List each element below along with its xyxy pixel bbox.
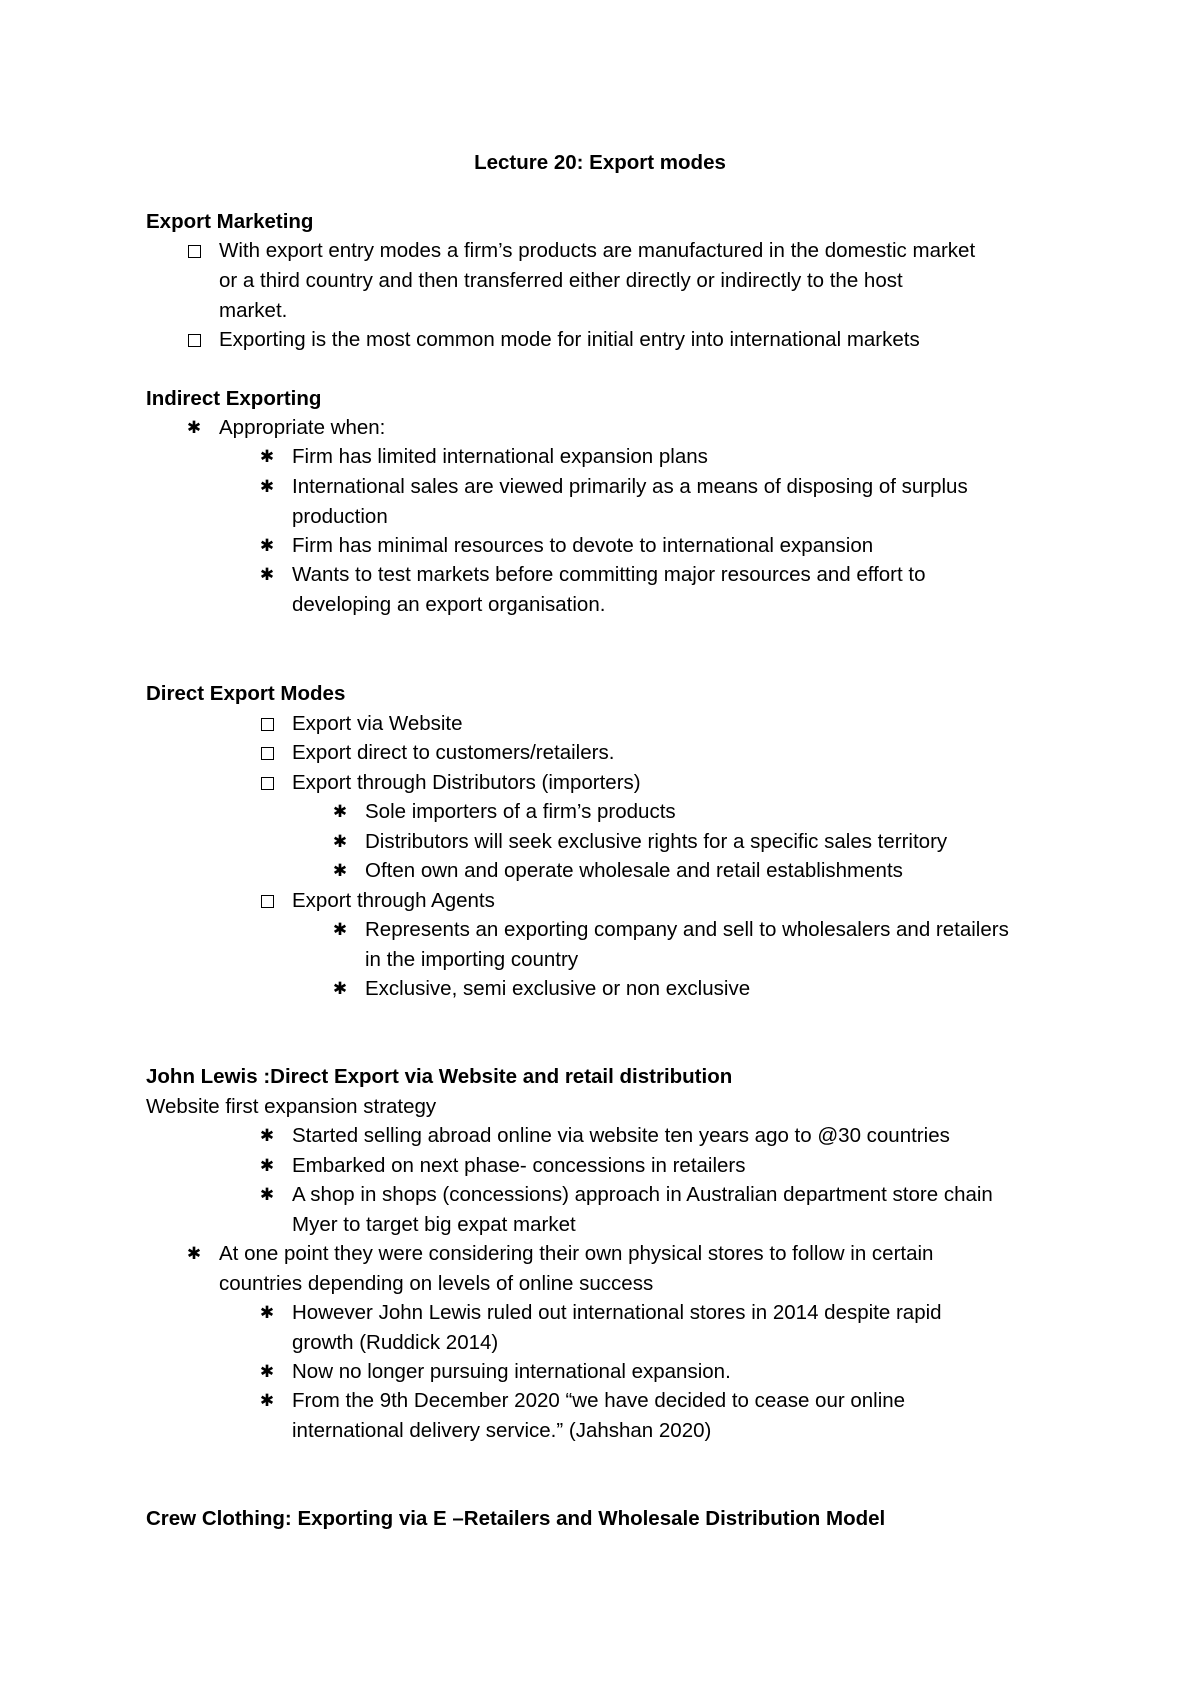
list-item: Export through Agents <box>292 886 1092 916</box>
heading-export-marketing: Export Marketing <box>146 210 314 233</box>
asterisk-icon: ✱ <box>186 1244 202 1264</box>
list-item: Export through Distributors (importers) <box>292 768 1092 798</box>
heading-direct-export-modes: Direct Export Modes <box>146 682 346 705</box>
list-item: With export entry modes a firm’s products are manufactured in the domestic market or a third country and then transferred either directly or indirectly to the host market. <box>219 236 1089 326</box>
asterisk-icon: ✱ <box>332 832 348 852</box>
asterisk-icon: ✱ <box>259 447 275 467</box>
asterisk-icon: ✱ <box>332 979 348 999</box>
asterisk-icon: ✱ <box>259 1391 275 1411</box>
list-item: ✱ Firm has minimal resources to devote to international expansion <box>292 531 1092 561</box>
checkbox-icon <box>184 236 204 267</box>
list-item: ✱ Now no longer pursuing international expansion. <box>292 1357 1092 1387</box>
subheading-website-first: Website first expansion strategy <box>146 1095 437 1118</box>
list-item: ✱ Wants to test markets before committing major resources and effort to developing an export organisation. <box>292 560 1092 620</box>
heading-indirect-exporting: Indirect Exporting <box>146 387 322 410</box>
list-item: Exporting is the most common mode for initial entry into international markets <box>219 325 1089 355</box>
list-item: ✱ From the 9th December 2020 “we have decided to cease our online international delivery service.” (Jahshan 2020) <box>292 1386 1092 1446</box>
list-item: ✱ International sales are viewed primarily as a means of disposing of surplus production <box>292 472 1092 532</box>
list-item: ✱ Represents an exporting company and sell to wholesalers and retailers in the importing country <box>365 915 1085 975</box>
checkbox-icon <box>257 709 277 740</box>
list-item: ✱ However John Lewis ruled out international stores in 2014 despite rapid growth (Ruddick 2014) <box>292 1298 1092 1358</box>
list-item: ✱ At one point they were considering their own physical stores to follow in certain countries depending on levels of online success <box>219 1239 1089 1299</box>
checkbox-icon <box>257 738 277 769</box>
asterisk-icon: ✱ <box>259 1126 275 1146</box>
heading-john-lewis: John Lewis :Direct Export via Website and retail distribution <box>146 1065 733 1088</box>
asterisk-icon: ✱ <box>332 861 348 881</box>
asterisk-icon: ✱ <box>259 1303 275 1323</box>
list-item: ✱ Embarked on next phase- concessions in retailers <box>292 1151 1092 1181</box>
asterisk-icon: ✱ <box>259 536 275 556</box>
list-item: ✱ Appropriate when: <box>219 413 1089 443</box>
list-item: ✱ A shop in shops (concessions) approach in Australian department store chain Myer to target big expat market <box>292 1180 1092 1240</box>
asterisk-icon: ✱ <box>259 1185 275 1205</box>
asterisk-icon: ✱ <box>259 1156 275 1176</box>
list-item: Export direct to customers/retailers. <box>292 738 1092 768</box>
list-item: ✱ Firm has limited international expansion plans <box>292 442 1092 472</box>
list-item: ✱ Distributors will seek exclusive rights for a specific sales territory <box>365 827 1085 857</box>
heading-crew-clothing: Crew Clothing: Exporting via E –Retailers and Wholesale Distribution Model <box>146 1507 886 1530</box>
list-item: ✱ Sole importers of a firm’s products <box>365 797 1085 827</box>
list-item: ✱ Exclusive, semi exclusive or non exclusive <box>365 974 1085 1004</box>
checkbox-icon <box>184 325 204 356</box>
list-item: ✱ Started selling abroad online via website ten years ago to @30 countries <box>292 1121 1092 1151</box>
asterisk-icon: ✱ <box>332 802 348 822</box>
page-title: Lecture 20: Export modes <box>474 151 726 174</box>
asterisk-icon: ✱ <box>259 565 275 585</box>
asterisk-icon: ✱ <box>259 477 275 497</box>
checkbox-icon <box>257 768 277 799</box>
asterisk-icon: ✱ <box>186 418 202 438</box>
asterisk-icon: ✱ <box>259 1362 275 1382</box>
list-item: ✱ Often own and operate wholesale and retail establishments <box>365 856 1085 886</box>
asterisk-icon: ✱ <box>332 920 348 940</box>
checkbox-icon <box>257 886 277 917</box>
list-item: Export via Website <box>292 709 1092 739</box>
